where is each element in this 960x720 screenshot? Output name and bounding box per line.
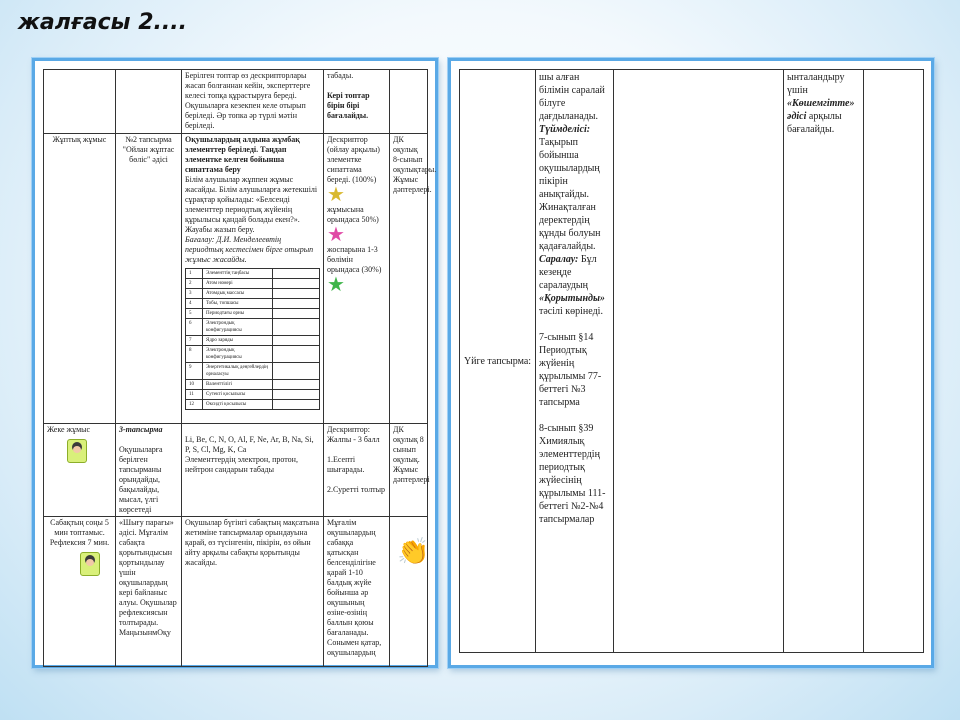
- cell-line: [539, 123, 610, 253]
- cell-line: жұмысына орындаса 50%): [327, 205, 379, 224]
- mini-table-row: [186, 279, 320, 289]
- element-properties-table: [185, 268, 320, 410]
- cell-span: «Қорытынды»: [539, 293, 605, 304]
- cell-span: Түймделісі:: [539, 124, 591, 135]
- mini-table-row: [186, 299, 320, 309]
- student-avatar-icon: [67, 439, 87, 463]
- mini-row-number: 7: [186, 336, 203, 346]
- mini-table-row: [186, 269, 320, 279]
- cell-text: [784, 70, 864, 653]
- cell-line: Бағалау: Д.И. Менделеевтің периодтық кестесімен бірге отырып жұмыс жасайды.: [185, 235, 314, 264]
- mini-row-label: Валенттілігі: [203, 380, 273, 390]
- mini-table-row: [186, 380, 320, 390]
- mini-row-blank: [273, 390, 320, 400]
- cell-text: [44, 517, 116, 667]
- mini-row-label: Оксидті қосылысы: [203, 400, 273, 410]
- cell-line: МаңызынмОқу: [119, 628, 171, 637]
- cell-line: Кері топтар бірін бірі бағалайды.: [327, 91, 370, 120]
- mini-row-number: 6: [186, 319, 203, 336]
- cell-text: [116, 517, 182, 667]
- lesson-plan-table: [43, 69, 437, 667]
- cell-line: Дескриптор (ойлау арқылы) элементке сипаттама береді. (100%): [327, 135, 380, 184]
- mini-row-blank: [273, 380, 320, 390]
- cell-span: Саралау:: [539, 254, 579, 265]
- student-avatar-icon: [80, 552, 100, 576]
- mini-row-label: Энергетикалық деңгейлердің орналасуы: [203, 363, 273, 380]
- cell-text: ДК оқулық 8-сынып оқулықтары. Жұмыс дәптерлері.: [390, 134, 428, 424]
- cell-text: Берілген топтар өз дескрипторлары жасап болғаннан кейін, эксперттерге келесі топқа құрастыруға береді. Оқушыларға кезекпен келе отырып беріледі. Әр топка әр түрлі мәтін беріледі.: [182, 70, 324, 134]
- green-star-icon: ★: [327, 274, 345, 296]
- mini-table-row: [186, 363, 320, 380]
- cell-text: Жұптық жұмыс: [44, 134, 116, 424]
- mini-row-label: Электрондық конфигурациясы: [203, 319, 273, 336]
- gold-star-icon: ★: [327, 184, 345, 206]
- table-row: [44, 70, 428, 134]
- cell-line: Сабақтың соңы 5 мин топтамыс. Рефлексия 7 мин.: [49, 518, 110, 547]
- cell-line: 3-тапсырма: [119, 425, 163, 434]
- cell-text: [536, 70, 614, 653]
- cell-line: қорытындысын қортындылау үшін оқушылардың кері байланыс алуы. Оқушылар рефлексиясын толтырады.: [119, 548, 177, 627]
- right-document-panel: [448, 58, 934, 668]
- cell-line: Дескриптор: Жалпы - 3 балл: [327, 425, 380, 444]
- mini-row-blank: [273, 269, 320, 279]
- cell-line: Элементтердің электрон, протон, нейтрон сандарын табады: [185, 455, 298, 474]
- mini-row-label: Элементтің таңбасы: [203, 269, 273, 279]
- cell-line: 1.Есепті шығарады.: [327, 455, 365, 474]
- cell-text: Мұғалім оқушылардың сабаққа қатысқан белсенділігіне қарай 1-10 балдық жүйе бойынша әр оқушының өзіне-өзінің баллын қоюы бағаланады. Сонымен қатар, оқушылардың: [324, 517, 390, 667]
- mini-row-number: 10: [186, 380, 203, 390]
- cell-text: Оқушылар бүгінгі сабақтың мақсатына жетиміне тапсырмалар орындауына қарай, өз түсінгенін, пікірін, өз ойын айту арқылы сабақты қорытынды жасайды.: [182, 517, 324, 667]
- slide-title: жалғасы 2....: [18, 10, 187, 35]
- homework-table: [459, 69, 924, 653]
- mini-row-blank: [273, 319, 320, 336]
- cell-line: 7-сынып §14 Периодтық жүйенің құрылымы 77-беттегі №3 тапсырма: [539, 332, 602, 408]
- mini-row-blank: [273, 336, 320, 346]
- cell-text: [324, 70, 390, 134]
- mini-row-number: 11: [186, 390, 203, 400]
- table-row: [460, 70, 924, 653]
- cell-line: Жеке жұмыс: [47, 425, 91, 434]
- cell-span: тәсілі көрінеді.: [539, 306, 603, 317]
- cell-text: [116, 424, 182, 517]
- cell-text: №2 тапсырма "Ойлан жұптас бөліс" әдісі: [116, 134, 182, 424]
- left-document-panel: [32, 58, 438, 668]
- cell-span: ынталандыру үшін: [787, 72, 845, 96]
- mini-row-number: 1: [186, 269, 203, 279]
- mini-row-number: 8: [186, 346, 203, 363]
- cell-text: ДК оқулық 8 сынып оқулық. Жұмыс дәптерлері: [390, 424, 428, 517]
- mini-row-label: Атомдық массасы: [203, 289, 273, 299]
- cell-line: 8-сынып §39 Химиялық элементтердің периодтық жүйесінің құрылымы 111-беттегі №2-№4 тапсырмалар: [539, 423, 606, 525]
- cell-line: табады.: [327, 71, 354, 80]
- mini-row-label: Тобы, топшасы: [203, 299, 273, 309]
- cell-line: «Шығу парағы» әдісі. Мұғалім сабақта: [119, 518, 174, 547]
- cell-text: [182, 134, 324, 424]
- mini-table-row: [186, 390, 320, 400]
- cell-span: Бұл кезеңде саралаудың: [539, 254, 597, 291]
- cell-line: Білім алушылар жұппен жұмыс жасайды. Білім алушыларға жетекшілі сұрақтар қойылады: «Белсенді элементтер периодтық жүйенің құрылысы қандай болады екен?». Жауабы жазып беру.: [185, 175, 318, 234]
- mini-row-label: Ядро заряды: [203, 336, 273, 346]
- mini-table-row: [186, 319, 320, 336]
- cell-line: шы алған білімін саралай білуге дағдыланады.: [539, 72, 605, 122]
- cell-span: «Көшемгітте» әдісі: [787, 98, 855, 122]
- right-document: [459, 69, 923, 657]
- mini-row-blank: [273, 289, 320, 299]
- mini-row-number: 4: [186, 299, 203, 309]
- mini-table-row: [186, 400, 320, 410]
- cell-line: Оқушыларға берілген тапсырманы орындайды, бақылайды, мысал, үлгі көрсетеді: [119, 445, 163, 514]
- cell-text: [44, 424, 116, 517]
- cell-line: Оқушылардың алдына жұмбақ элементтер беріледі. Таңдап элементке келген бойынша сипаттама беру: [185, 135, 300, 174]
- table-row: [44, 424, 428, 517]
- mini-row-label: Сутекті қосылысы: [203, 390, 273, 400]
- mini-table-row: [186, 336, 320, 346]
- mini-table-row: [186, 346, 320, 363]
- cell-text: [324, 134, 390, 424]
- mini-row-blank: [273, 400, 320, 410]
- mini-row-number: 3: [186, 289, 203, 299]
- table-row: [44, 134, 428, 424]
- mini-row-label: Периодтағы орны: [203, 309, 273, 319]
- cell-line: жоспарына 1-3 бөлімін орындаса (30%): [327, 245, 382, 274]
- table-row: [44, 517, 428, 667]
- mini-table-row: [186, 289, 320, 299]
- mini-row-label: Электрондық конфигурациясы: [203, 346, 273, 363]
- mini-row-blank: [273, 299, 320, 309]
- mini-row-blank: [273, 363, 320, 380]
- mini-row-blank: [273, 279, 320, 289]
- row-label: Үйге тапсырма:: [460, 70, 536, 653]
- mini-table-row: [186, 309, 320, 319]
- cell-line: Li, Be, C, N, O, Al, F, Ne, Ar, B, Na, Si, P, S, Cl, Mg, K, Ca: [185, 435, 314, 454]
- pink-star-icon: ★: [327, 224, 345, 246]
- cell-span: арқылы бағалайды.: [787, 111, 842, 135]
- mini-row-number: 12: [186, 400, 203, 410]
- left-document: [43, 69, 437, 657]
- cell-text: [182, 424, 324, 517]
- cell-span: Тақырып бойынша оқушылардың пікірін анықтайды. Жинақталған деректердің құнды болуын қадағалайды.: [539, 137, 601, 252]
- cell-line: [539, 253, 610, 318]
- cell-text: [324, 424, 390, 517]
- cell-line: 2.Суретті толтыр: [327, 485, 386, 494]
- clapping-hands-icon: 👏: [397, 537, 430, 566]
- mini-row-blank: [273, 309, 320, 319]
- mini-row-number: 2: [186, 279, 203, 289]
- cell-text: [390, 517, 428, 667]
- mini-row-label: Атом номері: [203, 279, 273, 289]
- mini-row-number: 5: [186, 309, 203, 319]
- mini-row-number: 9: [186, 363, 203, 380]
- mini-row-blank: [273, 346, 320, 363]
